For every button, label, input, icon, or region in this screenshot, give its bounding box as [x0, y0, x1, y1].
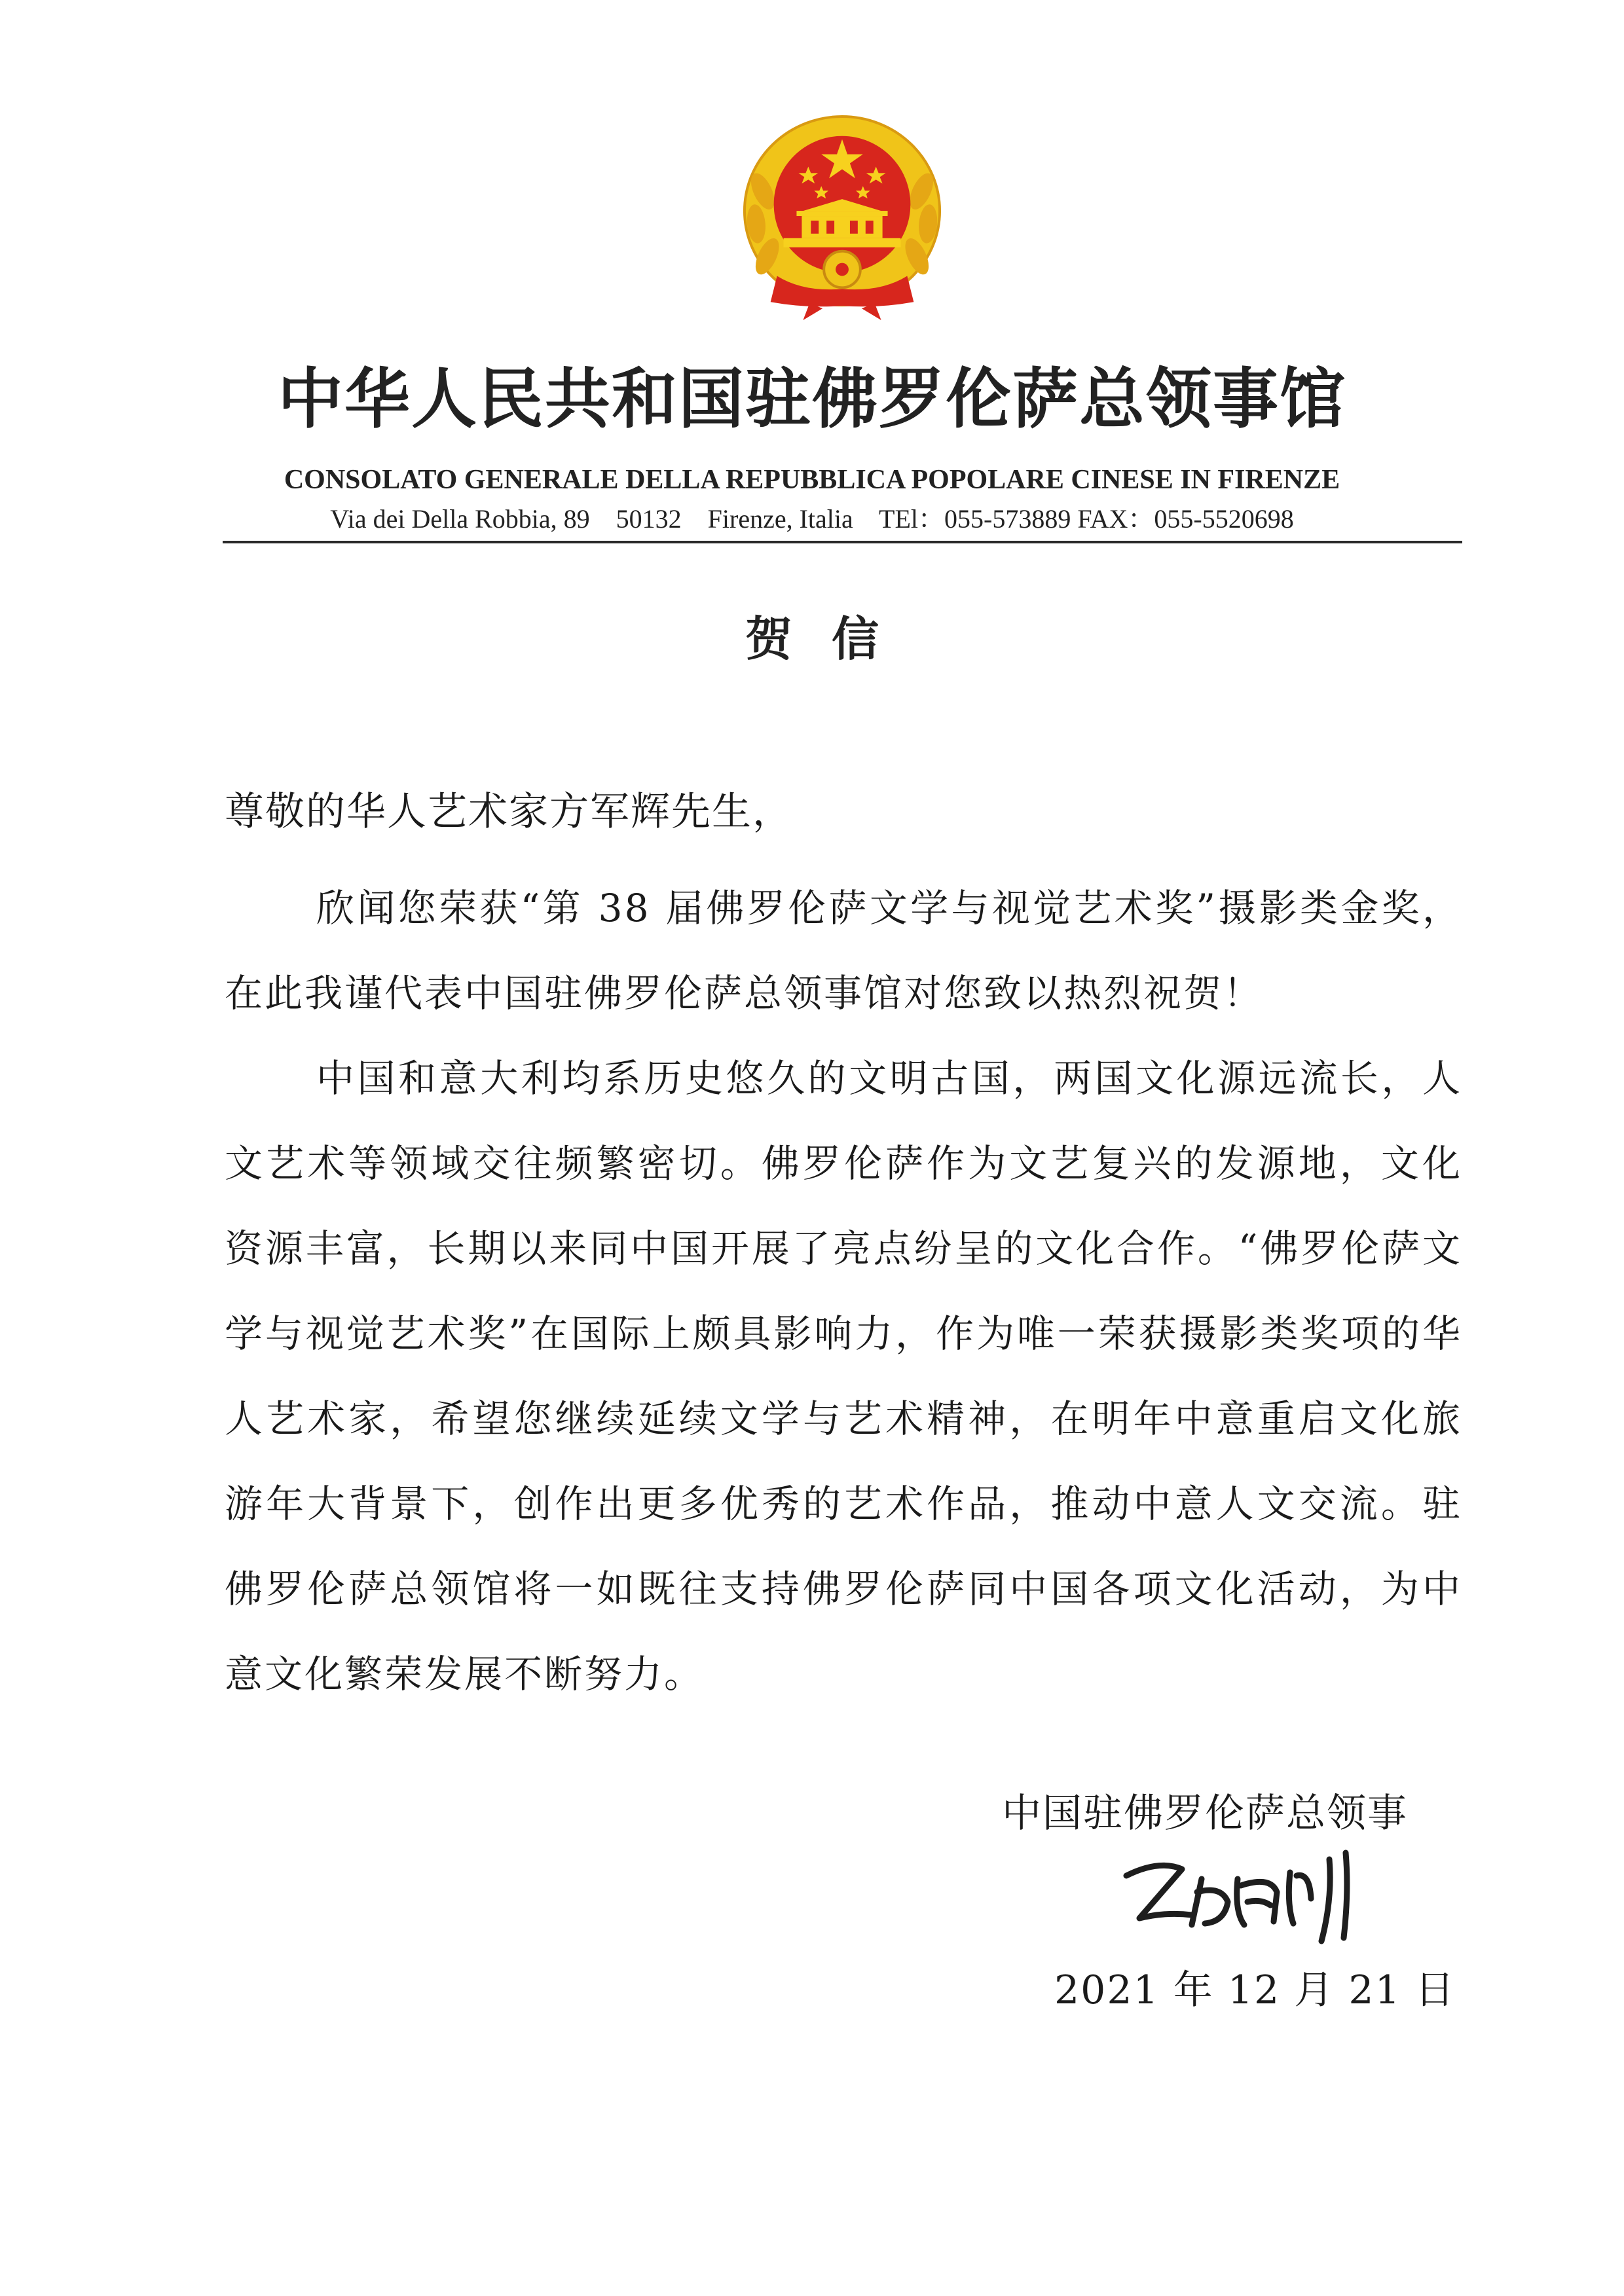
consulate-address: Via dei Della Robbia, 89 50132 Firenze, Italia TEl：055-573889 FAX：055-5520698	[330, 504, 1294, 534]
consulate-name-chinese: 中华人民共和国驻佛罗伦萨总领事馆	[278, 361, 1346, 437]
letter-date: 2021 年 12 月 21 日	[1054, 1967, 1456, 2013]
consulate-name-italian: CONSOLATO GENERALE DELLA REPUBBLICA POPOLARE CINESE IN FIRENZE	[284, 465, 1340, 495]
letter-body	[225, 866, 1462, 1717]
signatory-title: 中国驻佛罗伦萨总领事	[1002, 1791, 1408, 1836]
handwritten-signature	[1113, 1840, 1375, 1951]
letter-paragraph: 中国和意大利均系历史悠久的文明古国，两国文化源远流长，人文艺术等领域交往频繁密切。佛罗伦萨作为文艺复兴的发源地，文化资源丰富，长期以来同中国开展了亮点纷呈的文化合作。“佛罗伦萨文学与视觉艺术奖”在国际上颇具影响力，作为唯一荣获摄影类奖项的华人艺术家，希望您继续延续文学与艺术精神，在明年中意重启文化旅游年大背景下，创作出更多优秀的艺术作品，推动中意人文交流。驻佛罗伦萨总领馆将一如既往支持佛罗伦萨同中国各项文化活动，为中意文化繁荣发展不断努力。	[225, 1056, 1462, 1696]
letter-paragraph: 欣闻您荣获“第 38 届佛罗伦萨文学与视觉艺术奖”摄影类金奖，在此我谨代表中国驻佛罗伦萨总领事馆对您致以热烈祝贺！	[225, 886, 1462, 1015]
letter-title: 贺信	[745, 611, 918, 666]
national-emblem-icon	[738, 113, 946, 322]
letter-salutation: 尊敬的华人艺术家方军辉先生，	[225, 789, 793, 835]
letterhead-divider	[223, 541, 1462, 543]
